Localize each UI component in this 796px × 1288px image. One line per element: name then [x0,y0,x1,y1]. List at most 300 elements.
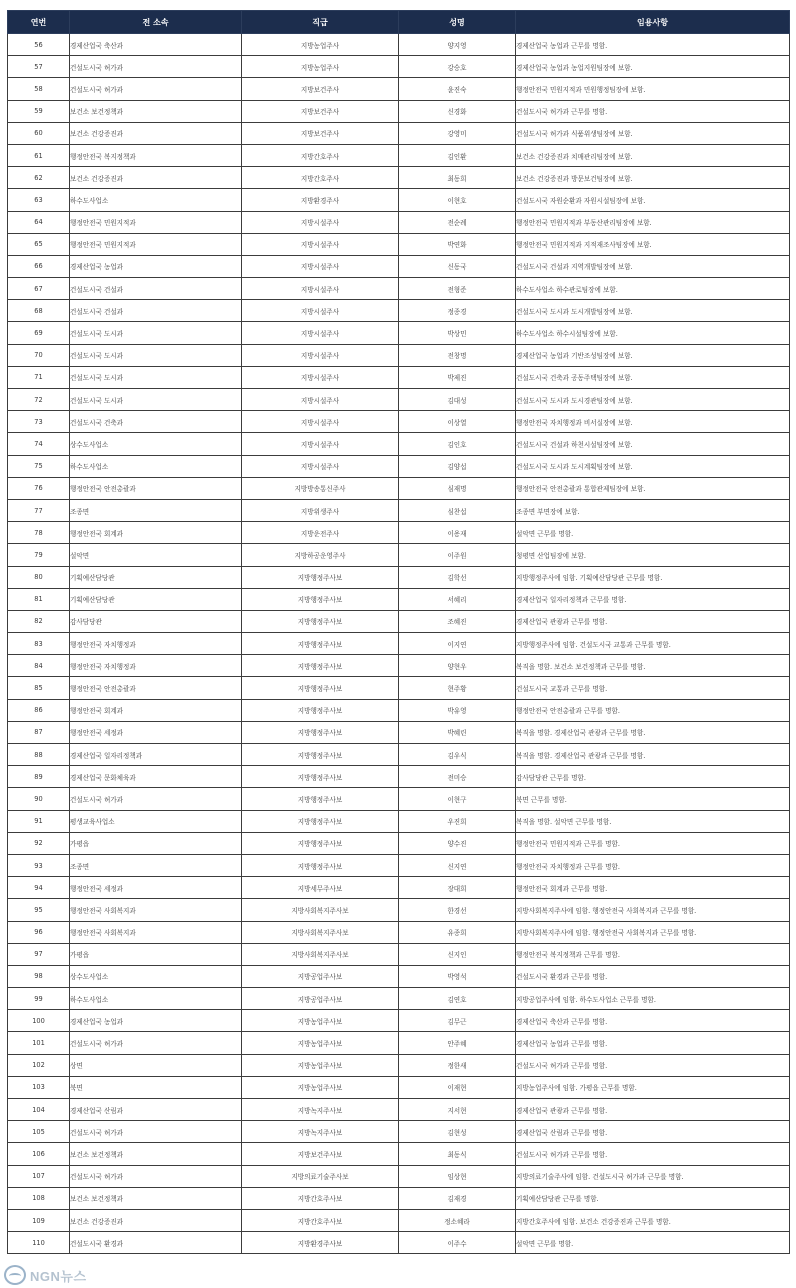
cell-number: 88 [8,744,70,766]
cell-grade: 지방시설주사 [242,389,399,411]
table-row [8,633,790,655]
cell-number: 79 [8,544,70,566]
cell-grade: 지방행정주사보 [242,810,399,832]
cell-number: 65 [8,233,70,255]
table-row [8,588,790,610]
cell-previous-department: 가평읍 [70,832,242,854]
cell-number: 59 [8,100,70,122]
cell-number: 109 [8,1209,70,1231]
cell-number: 66 [8,255,70,277]
cell-name: 김우식 [399,744,516,766]
cell-appointment: 건설도시국 도시과 도시경관팀장에 보함. [516,389,790,411]
cell-number: 92 [8,832,70,854]
table-row [8,433,790,455]
table-row [8,544,790,566]
cell-appointment: 보건소 건강증진과 치매관리팀장에 보함. [516,144,790,166]
table-row [8,699,790,721]
cell-previous-department: 하수도사업소 [70,988,242,1010]
cell-appointment: 건설도시국 건축과 공동주택팀장에 보함. [516,366,790,388]
cell-previous-department: 건설도시국 허가과 [70,56,242,78]
cell-previous-department: 행정안전국 민원지적과 [70,233,242,255]
cell-previous-department: 건설도시국 도시과 [70,322,242,344]
cell-name: 김학선 [399,566,516,588]
cell-appointment: 하수도사업소 하수시설팀장에 보함. [516,322,790,344]
cell-grade: 지방운전주사 [242,522,399,544]
cell-previous-department: 경제산업국 농업과 [70,1010,242,1032]
cell-appointment: 경제산업국 관광과 근무를 명함. [516,1099,790,1121]
cell-grade: 지방행정주사보 [242,566,399,588]
cell-grade: 지방행정주사보 [242,721,399,743]
cell-previous-department: 행정안전국 안전총괄과 [70,477,242,499]
cell-previous-department: 행정안전국 사회복지과 [70,921,242,943]
cell-number: 110 [8,1232,70,1254]
table-row [8,322,790,344]
cell-grade: 지방시설주사 [242,211,399,233]
cell-name: 정소혜라 [399,1209,516,1231]
cell-name: 강승호 [399,56,516,78]
cell-previous-department: 경제산업국 농업과 [70,255,242,277]
table-row [8,122,790,144]
cell-name: 김대성 [399,389,516,411]
cell-grade: 지방행정주사보 [242,854,399,876]
cell-grade: 지방시설주사 [242,233,399,255]
cell-appointment: 경제산업국 농업과 근무를 명함. [516,1032,790,1054]
cell-grade: 지방보건주사보 [242,1143,399,1165]
cell-name: 심재명 [399,477,516,499]
table-header-row [8,11,790,34]
cell-appointment: 건설도시국 허가과 근무를 명함. [516,1054,790,1076]
cell-name: 전형준 [399,278,516,300]
ngn-logo-icon [4,1265,26,1285]
cell-grade: 지방보건주사 [242,122,399,144]
cell-previous-department: 조종면 [70,854,242,876]
cell-grade: 지방녹지주사보 [242,1099,399,1121]
cell-previous-department: 건설도시국 허가과 [70,1032,242,1054]
cell-grade: 지방시설주사 [242,455,399,477]
cell-previous-department: 경제산업국 축산과 [70,34,242,56]
cell-number: 98 [8,965,70,987]
cell-number: 68 [8,300,70,322]
cell-previous-department: 기획예산담당관 [70,566,242,588]
cell-appointment: 행정안전국 민원지적과 지적재조사팀장에 보함. [516,233,790,255]
cell-appointment: 지방간호주사에 임함. 보건소 건강증진과 근무를 명함. [516,1209,790,1231]
cell-grade: 지방사회복지주사보 [242,921,399,943]
cell-number: 106 [8,1143,70,1165]
cell-previous-department: 상수도사업소 [70,433,242,455]
cell-name: 임상현 [399,1165,516,1187]
cell-grade: 지방간호주사 [242,144,399,166]
cell-previous-department: 건설도시국 허가과 [70,1121,242,1143]
cell-number: 84 [8,655,70,677]
cell-previous-department: 보건소 건강증진과 [70,167,242,189]
cell-previous-department: 행정안전국 세정과 [70,721,242,743]
cell-number: 87 [8,721,70,743]
cell-grade: 지방공업주사보 [242,988,399,1010]
cell-appointment: 건설도시국 허가과 근무를 명함. [516,100,790,122]
cell-previous-department: 경제산업국 일자리정책과 [70,744,242,766]
cell-appointment: 행정안전국 민원지적과 민원행정팀장에 보함. [516,78,790,100]
cell-previous-department: 건설도시국 허가과 [70,1165,242,1187]
cell-name: 서혜리 [399,588,516,610]
table-row [8,1076,790,1098]
cell-grade: 지방위생주사 [242,499,399,521]
cell-grade: 지방녹지주사보 [242,1121,399,1143]
cell-appointment: 설악면 근무를 명함. [516,1232,790,1254]
cell-number: 62 [8,167,70,189]
cell-number: 72 [8,389,70,411]
cell-grade: 지방행정주사보 [242,766,399,788]
cell-name: 전순례 [399,211,516,233]
cell-number: 81 [8,588,70,610]
cell-previous-department: 상면 [70,1054,242,1076]
cell-previous-department: 북면 [70,1076,242,1098]
cell-grade: 지방사회복지주사보 [242,943,399,965]
cell-name: 김재경 [399,1187,516,1209]
cell-grade: 지방보건주사 [242,100,399,122]
cell-appointment: 건설도시국 환경과 근무를 명함. [516,965,790,987]
cell-grade: 지방농업주사보 [242,1010,399,1032]
cell-appointment: 건설도시국 허가과 근무를 명함. [516,1143,790,1165]
cell-grade: 지방사회복지주사보 [242,899,399,921]
cell-appointment: 건설도시국 건설과 지역개발팀장에 보함. [516,255,790,277]
cell-previous-department: 건설도시국 도시과 [70,366,242,388]
cell-number: 102 [8,1054,70,1076]
cell-previous-department: 건설도시국 도시과 [70,389,242,411]
table-row [8,78,790,100]
cell-previous-department: 건설도시국 허가과 [70,78,242,100]
table-row [8,56,790,78]
cell-number: 96 [8,921,70,943]
cell-appointment: 행정안전국 자치행정과 근무를 명함. [516,854,790,876]
cell-name: 박제진 [399,366,516,388]
table-row [8,366,790,388]
cell-appointment: 건설도시국 교통과 근무를 명함. [516,677,790,699]
cell-appointment: 행정안전국 자치행정과 비서실장에 보함. [516,411,790,433]
cell-name: 김현성 [399,1121,516,1143]
table-row [8,389,790,411]
cell-appointment: 기획예산담당관 근무를 명함. [516,1187,790,1209]
cell-grade: 지방간호주사 [242,167,399,189]
header-number: 연번 [8,11,70,34]
table-row [8,1232,790,1254]
cell-appointment: 건설도시국 건설과 하천시설팀장에 보함. [516,433,790,455]
table-row [8,1121,790,1143]
cell-name: 이재현 [399,1076,516,1098]
header-grade: 직급 [242,11,399,34]
cell-grade: 지방의료기술주사보 [242,1165,399,1187]
cell-name: 정종경 [399,300,516,322]
cell-previous-department: 건설도시국 건축과 [70,411,242,433]
cell-appointment: 경제산업국 농업과 기반조성팀장에 보함. [516,344,790,366]
cell-appointment: 경제산업국 축산과 근무를 명함. [516,1010,790,1032]
cell-name: 양수진 [399,832,516,854]
cell-appointment: 행정안전국 안전총괄과 통합관제팀장에 보함. [516,477,790,499]
cell-grade: 지방환경주사 [242,189,399,211]
cell-appointment: 지방의료기술주사에 임함. 건설도시국 허가과 근무를 명함. [516,1165,790,1187]
cell-grade: 지방시설주사 [242,300,399,322]
footer-logo [4,1264,87,1286]
cell-grade: 지방농업주사보 [242,1054,399,1076]
cell-name: 김무근 [399,1010,516,1032]
cell-name: 이용재 [399,522,516,544]
cell-number: 95 [8,899,70,921]
cell-name: 김연호 [399,988,516,1010]
cell-previous-department: 가평읍 [70,943,242,965]
cell-previous-department: 보건소 건강증진과 [70,1209,242,1231]
table-row [8,1032,790,1054]
cell-appointment: 행정안전국 안전총괄과 근무를 명함. [516,699,790,721]
cell-appointment: 설악면 근무를 명함. [516,522,790,544]
cell-number: 100 [8,1010,70,1032]
cell-name: 박영석 [399,965,516,987]
table-row [8,167,790,189]
cell-appointment: 건설도시국 자원순환과 자원시설팀장에 보함. [516,189,790,211]
cell-number: 71 [8,366,70,388]
cell-number: 83 [8,633,70,655]
cell-appointment: 경제산업국 산림과 근무를 명함. [516,1121,790,1143]
table-row [8,1054,790,1076]
table-row [8,1143,790,1165]
cell-number: 67 [8,278,70,300]
cell-name: 이현구 [399,788,516,810]
cell-name: 윤진숙 [399,78,516,100]
cell-previous-department: 행정안전국 복지정책과 [70,144,242,166]
table-row [8,921,790,943]
cell-name: 이주수 [399,1232,516,1254]
cell-name: 최동식 [399,1143,516,1165]
cell-appointment: 조종면 부면장에 보함. [516,499,790,521]
cell-name: 안주혜 [399,1032,516,1054]
cell-grade: 지방간호주사보 [242,1187,399,1209]
cell-number: 76 [8,477,70,499]
cell-previous-department: 행정안전국 세정과 [70,877,242,899]
cell-appointment: 행정안전국 민원지적과 근무를 명함. [516,832,790,854]
cell-appointment: 건설도시국 도시과 도시개발팀장에 보함. [516,300,790,322]
cell-name: 전미승 [399,766,516,788]
cell-grade: 지방행정주사보 [242,788,399,810]
personnel-table [7,10,790,1254]
cell-appointment: 지방사회복지주사에 임함. 행정안전국 사회복지과 근무를 명함. [516,921,790,943]
cell-name: 이현호 [399,189,516,211]
cell-previous-department: 기획예산담당관 [70,588,242,610]
cell-number: 77 [8,499,70,521]
cell-name: 신동국 [399,255,516,277]
cell-grade: 지방농업주사 [242,34,399,56]
cell-previous-department: 평생교육사업소 [70,810,242,832]
header-name: 성명 [399,11,516,34]
cell-previous-department: 경제산업국 산림과 [70,1099,242,1121]
cell-name: 신지인 [399,943,516,965]
table-row [8,721,790,743]
table-row [8,455,790,477]
table-row [8,344,790,366]
cell-name: 강영미 [399,122,516,144]
cell-previous-department: 건설도시국 환경과 [70,1232,242,1254]
table-row [8,34,790,56]
cell-appointment: 경제산업국 농업과 농업지원팀장에 보함. [516,56,790,78]
table-row [8,300,790,322]
cell-number: 80 [8,566,70,588]
cell-number: 105 [8,1121,70,1143]
table-row [8,677,790,699]
cell-appointment: 복직을 명함. 경제산업국 관광과 근무를 명함. [516,744,790,766]
cell-grade: 지방시설주사 [242,366,399,388]
cell-appointment: 복직을 명함. 설악면 근무를 명함. [516,810,790,832]
cell-number: 91 [8,810,70,832]
cell-appointment: 보건소 건강증진과 방문보건팀장에 보함. [516,167,790,189]
table-row [8,144,790,166]
table-row [8,1165,790,1187]
cell-grade: 지방행정주사보 [242,633,399,655]
cell-grade: 지방방송통신주사 [242,477,399,499]
cell-number: 69 [8,322,70,344]
cell-name: 김양섭 [399,455,516,477]
cell-number: 90 [8,788,70,810]
cell-name: 박혜린 [399,721,516,743]
cell-name: 전창명 [399,344,516,366]
cell-grade: 지방하공운영주사 [242,544,399,566]
cell-appointment: 지방행정주사에 임함. 건설도시국 교통과 근무를 명함. [516,633,790,655]
cell-grade: 지방환경주사보 [242,1232,399,1254]
table-row [8,566,790,588]
cell-previous-department: 행정안전국 안전총괄과 [70,677,242,699]
cell-appointment: 청평면 산업팀장에 보함. [516,544,790,566]
cell-appointment: 지방행정주사에 임함. 기획예산담당관 근무를 명함. [516,566,790,588]
cell-number: 56 [8,34,70,56]
table-row [8,233,790,255]
cell-grade: 지방행정주사보 [242,610,399,632]
logo-text: NGN뉴스 [30,1268,87,1284]
cell-appointment: 행정안전국 복지정책과 근무를 명함. [516,943,790,965]
table-row [8,965,790,987]
cell-previous-department: 조종면 [70,499,242,521]
cell-name: 현주황 [399,677,516,699]
table-row [8,522,790,544]
cell-grade: 지방보건주사 [242,78,399,100]
cell-grade: 지방행정주사보 [242,655,399,677]
cell-appointment: 복직을 명함. 경제산업국 관광과 근무를 명함. [516,721,790,743]
cell-number: 74 [8,433,70,455]
cell-number: 104 [8,1099,70,1121]
cell-previous-department: 행정안전국 자치행정과 [70,655,242,677]
table-row [8,411,790,433]
table-row [8,877,790,899]
table-row [8,100,790,122]
cell-previous-department: 보건소 건강증진과 [70,122,242,144]
cell-grade: 지방시설주사 [242,344,399,366]
cell-grade: 지방농업주사보 [242,1076,399,1098]
cell-name: 이지연 [399,633,516,655]
cell-number: 89 [8,766,70,788]
cell-number: 85 [8,677,70,699]
cell-name: 이주원 [399,544,516,566]
cell-grade: 지방행정주사보 [242,832,399,854]
cell-number: 75 [8,455,70,477]
table-row [8,810,790,832]
cell-appointment: 행정안전국 민원지적과 부동산관리팀장에 보함. [516,211,790,233]
cell-grade: 지방농업주사보 [242,1032,399,1054]
cell-previous-department: 상수도사업소 [70,965,242,987]
table-row [8,1209,790,1231]
cell-previous-department: 보건소 보건정책과 [70,100,242,122]
cell-grade: 지방행정주사보 [242,744,399,766]
cell-appointment: 하수도사업소 하수관로팀장에 보함. [516,278,790,300]
cell-appointment: 복직을 명함. 보건소 보건정책과 근무를 명함. [516,655,790,677]
header-appointment: 임용사항 [516,11,790,34]
cell-previous-department: 하수도사업소 [70,455,242,477]
cell-number: 108 [8,1187,70,1209]
cell-appointment: 북면 근무를 명함. [516,788,790,810]
cell-name: 박상민 [399,322,516,344]
cell-name: 최동희 [399,167,516,189]
cell-grade: 지방시설주사 [242,255,399,277]
cell-name: 장대희 [399,877,516,899]
cell-grade: 지방시설주사 [242,433,399,455]
cell-name: 양지영 [399,34,516,56]
table-body [8,34,790,1254]
cell-appointment: 경제산업국 관광과 근무를 명함. [516,610,790,632]
table-row [8,211,790,233]
cell-number: 64 [8,211,70,233]
table-row [8,610,790,632]
cell-number: 94 [8,877,70,899]
table-row [8,477,790,499]
table-row [8,1099,790,1121]
cell-previous-department: 행정안전국 회계과 [70,699,242,721]
table-row [8,744,790,766]
cell-number: 107 [8,1165,70,1187]
table-row [8,832,790,854]
cell-number: 97 [8,943,70,965]
cell-number: 101 [8,1032,70,1054]
cell-grade: 지방간호주사보 [242,1209,399,1231]
cell-grade: 지방시설주사 [242,278,399,300]
cell-previous-department: 건설도시국 건설과 [70,300,242,322]
cell-appointment: 경제산업국 농업과 근무를 명함. [516,34,790,56]
cell-name: 양현우 [399,655,516,677]
cell-number: 70 [8,344,70,366]
table-row [8,499,790,521]
table-row [8,255,790,277]
cell-grade: 지방농업주사 [242,56,399,78]
cell-grade: 지방행정주사보 [242,677,399,699]
table-row [8,278,790,300]
cell-number: 57 [8,56,70,78]
cell-name: 이상열 [399,411,516,433]
cell-number: 61 [8,144,70,166]
cell-name: 유종희 [399,921,516,943]
cell-previous-department: 건설도시국 허가과 [70,788,242,810]
cell-name: 조혜진 [399,610,516,632]
cell-previous-department: 건설도시국 도시과 [70,344,242,366]
cell-number: 99 [8,988,70,1010]
cell-previous-department: 보건소 보건정책과 [70,1187,242,1209]
table-row [8,1010,790,1032]
cell-previous-department: 행정안전국 사회복지과 [70,899,242,921]
cell-previous-department: 행정안전국 자치행정과 [70,633,242,655]
cell-grade: 지방행정주사보 [242,699,399,721]
cell-appointment: 건설도시국 허가과 식품위생팀장에 보함. [516,122,790,144]
cell-number: 78 [8,522,70,544]
cell-appointment: 감사담당관 근무를 명함. [516,766,790,788]
cell-name: 박연화 [399,233,516,255]
table-row [8,899,790,921]
cell-appointment: 행정안전국 회계과 근무를 명함. [516,877,790,899]
cell-previous-department: 하수도사업소 [70,189,242,211]
cell-name: 신경화 [399,100,516,122]
cell-number: 63 [8,189,70,211]
cell-name: 신지연 [399,854,516,876]
